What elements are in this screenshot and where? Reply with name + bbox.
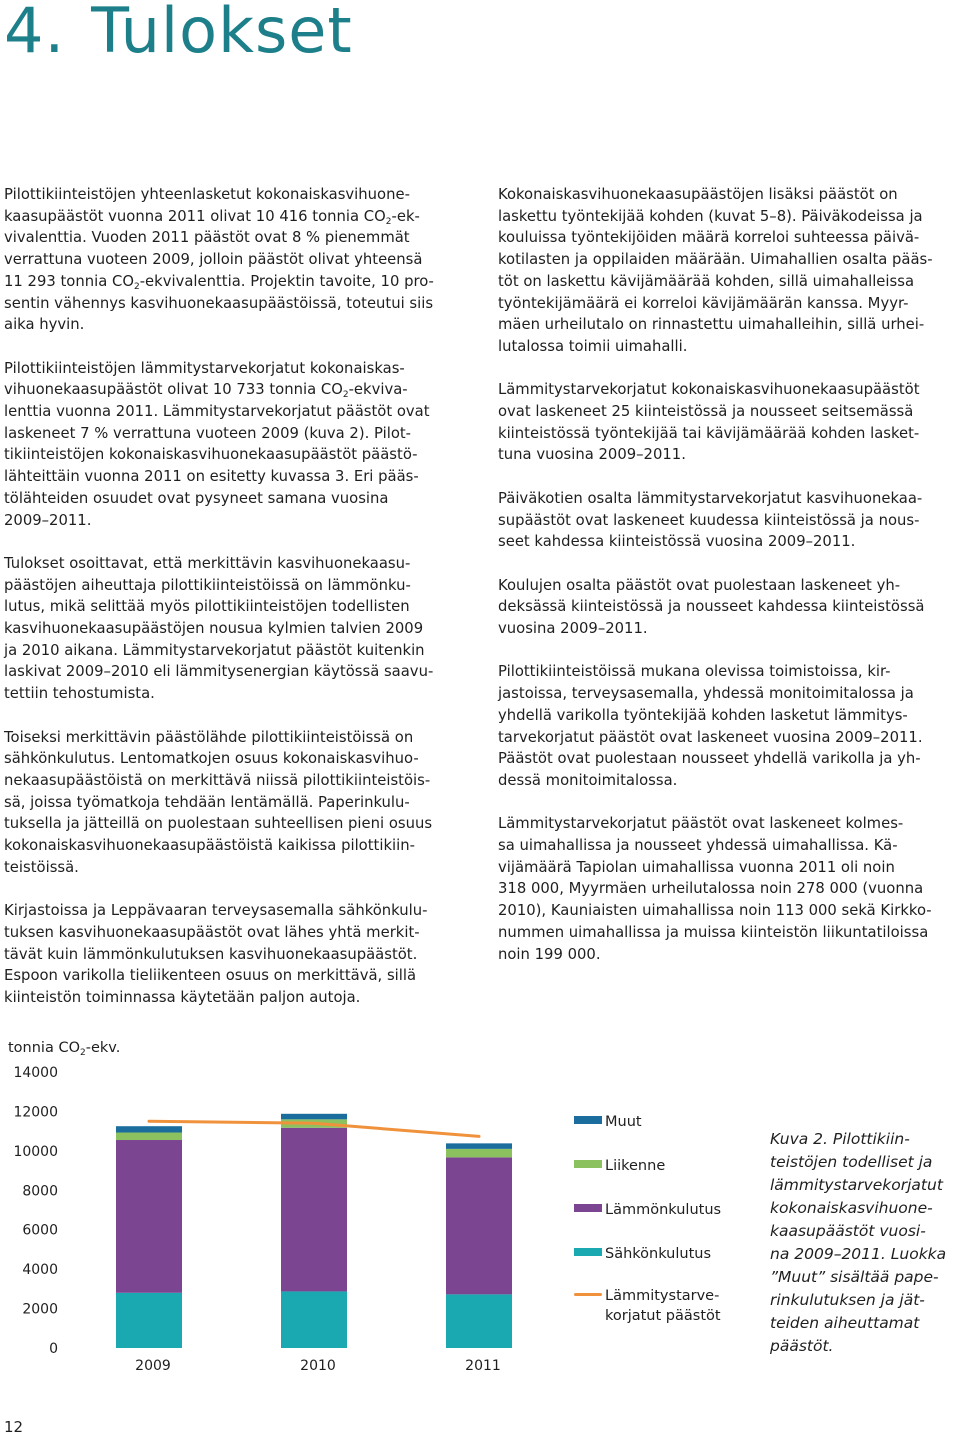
text-line: lenttia vuonna 2011. Lämmitystarvekorjatut päästöt ovat bbox=[4, 403, 430, 421]
y-tick-label: 8000 bbox=[22, 1183, 58, 1200]
text-line: sähkönkulutus. Lentomatkojen osuus kokonaiskasvihuo- bbox=[4, 750, 419, 768]
text-line: supäästöt ovat laskeneet kuudessa kiinteistössä ja nous- bbox=[498, 511, 920, 529]
right-paragraph-1 bbox=[498, 184, 958, 358]
caption-line: päästöt. bbox=[770, 1337, 834, 1355]
y-tick-label: 12000 bbox=[13, 1104, 58, 1121]
caption-line: kokonaiskasvihuone- bbox=[770, 1199, 933, 1217]
bar-segment-2010-muut bbox=[281, 1114, 347, 1120]
y-tick-label: 10000 bbox=[13, 1143, 58, 1160]
text-line: 318 000, Myyrmäen urheilutalossa noin 278 000 (vuonna bbox=[498, 880, 924, 898]
legend-label: Muut bbox=[605, 1114, 642, 1130]
y-tick-label: 0 bbox=[49, 1341, 58, 1357]
right-paragraph-6 bbox=[498, 813, 958, 965]
legend-label: Liikenne bbox=[605, 1158, 666, 1174]
caption-line: Kuva 2. Pilottikiin- bbox=[770, 1130, 910, 1148]
text-line: Pilottikiinteistöjen lämmitystarvekorjatut kokonaiskas- bbox=[4, 359, 405, 377]
text-line: vuosina 2009–2011. bbox=[498, 620, 648, 638]
bar-segment-2010-lämmönkulutus bbox=[281, 1128, 347, 1292]
text-line: laskivat 2009–2010 eli lämmitysenergian käytössä saavu- bbox=[4, 663, 434, 681]
bar-segment-2010-sähkönkulutus bbox=[281, 1291, 347, 1348]
caption-line: teistöjen todelliset ja bbox=[770, 1153, 933, 1171]
left-paragraph-5 bbox=[4, 900, 466, 1009]
legend-label: Lämmönkulutus bbox=[605, 1202, 722, 1218]
emissions-bar-chart bbox=[0, 1058, 540, 1398]
text-line: Kokonaiskasvihuonekaasupäästöjen lisäksi päästöt on bbox=[498, 186, 898, 203]
text-line: Pilottikiinteistöissä mukana olevissa toimistoissa, kir- bbox=[498, 663, 891, 681]
text-line: jastoissa, terveysasemalla, yhdessä monitoimitalossa ja bbox=[498, 685, 914, 703]
text-line: sä, joissa työmatkoja tehdään lentämällä. Paperinkulu- bbox=[4, 793, 410, 811]
legend-swatch bbox=[574, 1204, 602, 1212]
legend-label: Sähkönkulutus bbox=[605, 1246, 712, 1262]
x-tick-label: 2011 bbox=[465, 1358, 501, 1374]
text-line: kouluissa työntekijöiden määrä korreloi suhteessa päivä- bbox=[498, 229, 920, 247]
text-line: vijämäärä Tapiolan uimahallissa vuonna 2011 oli noin bbox=[498, 858, 895, 876]
text-line: töt on laskettu kävijämäärää kohden, sillä uimahalleissa bbox=[498, 272, 915, 290]
page-number: 12 bbox=[4, 1418, 24, 1436]
text-line: Koulujen osalta päästöt ovat puolestaan laskeneet yh- bbox=[498, 576, 901, 594]
bar-segment-2009-sähkönkulutus bbox=[116, 1293, 182, 1348]
bar-segment-2009-lämmönkulutus bbox=[116, 1140, 182, 1293]
text-line: Tulokset osoittavat, että merkittävin kasvihuonekaasu- bbox=[4, 554, 411, 572]
text-line: mäen urheilutalo on rinnastettu uimahalleihin, sillä urhei- bbox=[498, 316, 925, 334]
text-line: ovat laskeneet 25 kiinteistössä ja nousseet seitsemässä bbox=[498, 403, 914, 421]
text-line: seet kahdessa kiinteistössä vuosina 2009–2011. bbox=[498, 533, 856, 551]
text-line: deksässä kiinteistössä ja nousseet kahdessa kiinteistössä bbox=[498, 598, 925, 616]
text-line: lutus, mikä selittää myös pilottikiinteistöjen todellisten bbox=[4, 598, 410, 616]
text-line: tuksen kasvihuonekaasupäästöt ovat lähes yhtä merkit- bbox=[4, 923, 420, 941]
text-line: sentin vähennys kasvihuonekaasupäästöissä, toteutui siis bbox=[4, 294, 434, 312]
text-line: Päästöt ovat puolestaan nousseet yhdellä varikolla ja yh- bbox=[498, 750, 921, 768]
left-text-column bbox=[4, 184, 466, 1030]
text-line: ja 2010 aikana. Lämmitystarvekorjatut päästöt kuitenkin bbox=[4, 641, 425, 659]
text-line: lutalossa toimii uimahalli. bbox=[498, 337, 688, 355]
figure-caption bbox=[770, 1128, 958, 1358]
left-paragraph-4 bbox=[4, 727, 466, 879]
text-line: Lämmitystarvekorjatut kokonaiskasvihuonekaasupäästöt bbox=[498, 381, 920, 399]
text-line: Lämmitystarvekorjatut päästöt ovat laskeneet kolmes- bbox=[498, 815, 904, 833]
caption-line: teiden aiheuttamat bbox=[770, 1314, 920, 1332]
left-paragraph-3 bbox=[4, 553, 466, 705]
text-line: tikiinteistöjen kokonaiskasvihuonekaasupäästöt päästö- bbox=[4, 446, 418, 464]
bar-segment-2009-muut bbox=[116, 1126, 182, 1132]
legend-swatch bbox=[574, 1293, 602, 1296]
text-line: 2010), Kauniaisten uimahallissa noin 113 000 sekä Kirkko- bbox=[498, 902, 932, 920]
caption-line: kaasupäästöt vuosi- bbox=[770, 1222, 926, 1240]
text-line: kiinteistön toiminnassa käytetään paljon autoja. bbox=[4, 988, 361, 1006]
right-text-column bbox=[498, 184, 958, 987]
x-tick-label: 2009 bbox=[135, 1358, 171, 1374]
text-line: kasvihuonekaasupäästöjen nousua kylmien talvien 2009 bbox=[4, 620, 424, 638]
text-line: kotilasten ja oppilaiden määrään. Uimahallien osalta pääs- bbox=[498, 251, 933, 269]
y-tick-label: 14000 bbox=[13, 1065, 58, 1081]
text-line: laskeneet 7 % verrattuna vuoteen 2009 (kuva 2). Pilot- bbox=[4, 424, 412, 442]
text-line: teistöissä. bbox=[4, 858, 79, 876]
left-paragraph-1 bbox=[4, 184, 466, 336]
text-line: kaasupäästöt vuonna 2011 olivat 10 416 tonnia $CO_2-ek-$ bbox=[4, 207, 420, 227]
text-line: 11 293 tonnia $CO_2$-ekvivalenttia. Projektin tavoite, 10 pro- bbox=[4, 272, 434, 292]
text-line: aika hyvin. bbox=[4, 316, 85, 334]
right-paragraph-2 bbox=[498, 379, 958, 466]
chart-y-axis-label: tonnia $CO_2$-ekv. bbox=[8, 1040, 121, 1058]
text-line: kokonaiskasvihuonekaasupäästöistä kaikissa pilottikiin- bbox=[4, 837, 415, 855]
caption-line: lämmitystarvekorjatut bbox=[770, 1176, 943, 1194]
text-line: tölähteiden osuudet ovat pysyneet samana vuosina bbox=[4, 489, 389, 507]
legend-label: Lämmitystarve- korjatut päästöt bbox=[605, 1288, 721, 1324]
text-line: nekaasupäästöistä on merkittävä niissä pilottikiinteistöis- bbox=[4, 771, 431, 789]
text-line: Kirjastoissa ja Leppävaaran terveysasemalla sähkönkulu- bbox=[4, 902, 428, 920]
heading-title: Tulokset bbox=[91, 0, 353, 67]
legend-swatch bbox=[574, 1116, 602, 1124]
text-line: päästöjen aiheuttaja pilottikiinteistöissä on lämmönku- bbox=[4, 576, 411, 594]
caption-line: rinkulutuksen ja jät- bbox=[770, 1291, 925, 1309]
text-line: sa uimahallissa ja nousseet yhdessä uimahallissa. Kä- bbox=[498, 837, 898, 855]
right-paragraph-4 bbox=[498, 575, 958, 640]
text-line: noin 199 000. bbox=[498, 945, 601, 963]
right-paragraph-5 bbox=[498, 661, 958, 791]
text-line: tuna vuosina 2009–2011. bbox=[498, 446, 686, 464]
right-paragraph-3 bbox=[498, 488, 958, 553]
heading-number: 4. bbox=[4, 0, 66, 67]
text-line: nummen uimahallissa ja muissa kiinteistön liikuntatiloissa bbox=[498, 923, 929, 941]
text-line: tävät kuin lämmönkulutuksen kasvihuonekaasupäästöt. bbox=[4, 945, 418, 963]
y-tick-label: 2000 bbox=[22, 1301, 58, 1318]
y-tick-label: 4000 bbox=[22, 1262, 58, 1279]
bar-segment-2011-liikenne bbox=[446, 1149, 512, 1157]
y-tick-label: 6000 bbox=[22, 1222, 58, 1239]
bar-segment-2011-muut bbox=[446, 1143, 512, 1149]
text-line: tuksella ja jätteillä on puolestaan suhteellisen pieni osuus bbox=[4, 815, 433, 833]
text-line: lähteittäin vuonna 2011 on esitetty kuvassa 3. Eri pääs- bbox=[4, 468, 419, 486]
text-line: tettiin tehostumista. bbox=[4, 685, 155, 703]
bar-segment-2009-liikenne bbox=[116, 1133, 182, 1140]
bar-segment-2011-sähkönkulutus bbox=[446, 1294, 512, 1348]
caption-line: na 2009–2011. Luokka bbox=[770, 1245, 947, 1263]
text-line: työntekijämäärä ei korreloi kävijämäärän kanssa. Myyr- bbox=[498, 294, 909, 312]
text-line: vihuonekaasupäästöt olivat 10 733 tonnia $CO_2-ekviva-$ bbox=[4, 381, 408, 401]
text-line: Toiseksi merkittävin päästölähde pilottikiinteistöissä on bbox=[4, 728, 414, 746]
text-line: yhdellä varikolla työntekijää kohden lasketut lämmitys- bbox=[498, 706, 908, 724]
text-line: Espoon varikolla tieliikenteen osuus on merkittävä, sillä bbox=[4, 967, 417, 985]
text-line: kiinteistössä työntekijää tai kävijämäärää kohden lasket- bbox=[498, 424, 920, 442]
bar-segment-2011-lämmönkulutus bbox=[446, 1157, 512, 1294]
legend-swatch bbox=[574, 1248, 602, 1256]
caption-line: ”Muut” sisältää pape- bbox=[770, 1268, 939, 1286]
left-paragraph-2 bbox=[4, 358, 466, 532]
text-line: verrattuna vuoteen 2009, jolloin päästöt olivat yhteensä bbox=[4, 251, 423, 269]
x-tick-label: 2010 bbox=[300, 1358, 336, 1374]
text-line: Päiväkotien osalta lämmitystarvekorjatut kasvihuonekaa- bbox=[498, 489, 923, 507]
text-line: dessä monitoimitalossa. bbox=[498, 771, 678, 789]
text-line: laskettu työntekijää kohden (kuvat 5–8). Päiväkodeissa ja bbox=[498, 207, 923, 225]
legend-swatch bbox=[574, 1160, 602, 1168]
text-line: 2009–2011. bbox=[4, 511, 92, 529]
text-line: vivalenttia. Vuoden 2011 päästöt ovat 8 % pienemmät bbox=[4, 229, 410, 247]
page-heading bbox=[4, 0, 353, 67]
text-line: tarvekorjatut päästöt ovat laskeneet vuosina 2009–2011. bbox=[498, 728, 923, 746]
text-line: Pilottikiinteistöjen yhteenlasketut kokonaiskasvihuone- bbox=[4, 186, 410, 203]
